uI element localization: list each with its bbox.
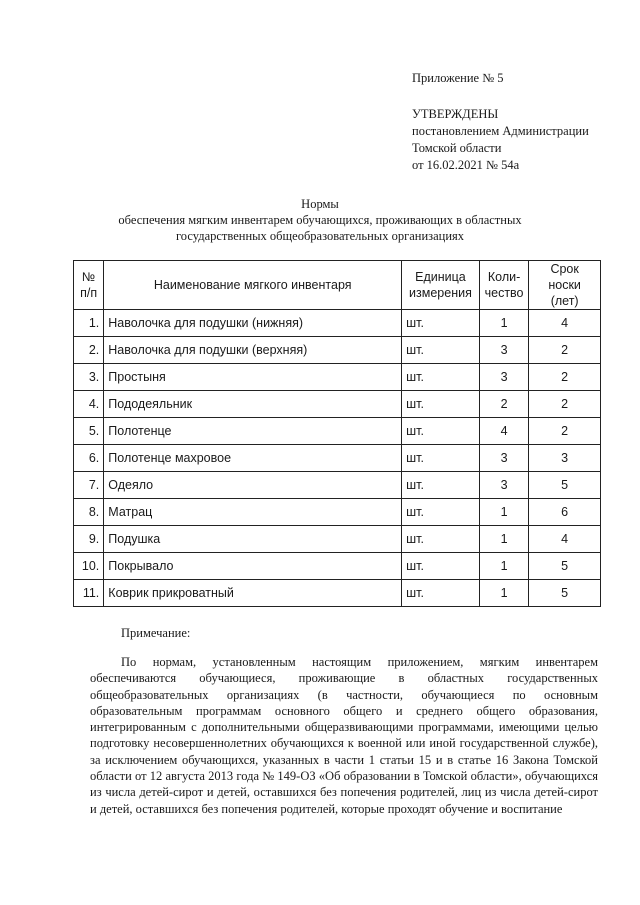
- header-name: Наименование мягкого инвентаря: [104, 261, 402, 310]
- row-unit: шт.: [402, 445, 480, 472]
- row-qty: 2: [479, 391, 528, 418]
- row-unit: шт.: [402, 472, 480, 499]
- row-num: 4.: [74, 391, 104, 418]
- row-unit: шт.: [402, 553, 480, 580]
- row-name: Покрывало: [104, 553, 402, 580]
- row-num: 11.: [74, 580, 104, 607]
- row-name: Наволочка для подушки (нижняя): [104, 310, 402, 337]
- row-qty: 1: [479, 526, 528, 553]
- row-num: 6.: [74, 445, 104, 472]
- row-term: 4: [529, 310, 601, 337]
- header-num: № п/п: [74, 261, 104, 310]
- title-line-1: Нормы: [301, 197, 339, 211]
- table-row: [74, 553, 601, 580]
- row-unit: шт.: [402, 391, 480, 418]
- row-name: Простыня: [104, 364, 402, 391]
- row-name: Полотенце: [104, 418, 402, 445]
- row-term: 5: [529, 553, 601, 580]
- row-term: 2: [529, 337, 601, 364]
- row-unit: шт.: [402, 580, 480, 607]
- row-num: 9.: [74, 526, 104, 553]
- row-term: 6: [529, 499, 601, 526]
- row-qty: 3: [479, 364, 528, 391]
- table-row: [74, 499, 601, 526]
- row-num: 7.: [74, 472, 104, 499]
- row-num: 3.: [74, 364, 104, 391]
- row-unit: шт.: [402, 364, 480, 391]
- row-qty: 1: [479, 310, 528, 337]
- row-qty: 1: [479, 553, 528, 580]
- inventory-table: [73, 260, 601, 607]
- table-row: [74, 445, 601, 472]
- table-row: [74, 472, 601, 499]
- table-row: [74, 418, 601, 445]
- appendix-number: Приложение № 5: [412, 71, 504, 85]
- row-unit: шт.: [402, 337, 480, 364]
- approval-line-3: от 16.02.2021 № 54а: [412, 158, 520, 172]
- row-num: 10.: [74, 553, 104, 580]
- row-qty: 1: [479, 580, 528, 607]
- header-unit: Единица измерения: [402, 261, 480, 310]
- row-term: 2: [529, 364, 601, 391]
- table-row: [74, 364, 601, 391]
- row-qty: 4: [479, 418, 528, 445]
- row-name: Одеяло: [104, 472, 402, 499]
- row-num: 5.: [74, 418, 104, 445]
- approval-line-2: Томской области: [412, 141, 502, 155]
- row-qty: 3: [479, 445, 528, 472]
- row-name: Пододеяльник: [104, 391, 402, 418]
- header-term: Срок носки (лет): [529, 261, 601, 310]
- row-term: 5: [529, 472, 601, 499]
- row-unit: шт.: [402, 526, 480, 553]
- table-header-row: [74, 261, 601, 310]
- row-name: Наволочка для подушки (верхняя): [104, 337, 402, 364]
- row-unit: шт.: [402, 499, 480, 526]
- row-name: Матрац: [104, 499, 402, 526]
- approval-block: [412, 106, 589, 174]
- row-term: 2: [529, 418, 601, 445]
- row-qty: 1: [479, 499, 528, 526]
- row-term: 5: [529, 580, 601, 607]
- title-line-2: обеспечения мягким инвентарем обучающихся, проживающих в областных: [118, 213, 522, 227]
- table-row: [74, 391, 601, 418]
- table-row: [74, 310, 601, 337]
- row-name: Подушка: [104, 526, 402, 553]
- row-num: 1.: [74, 310, 104, 337]
- row-num: 2.: [74, 337, 104, 364]
- approval-heading: УТВЕРЖДЕНЫ: [412, 107, 499, 121]
- approval-line-1: постановлением Администрации: [412, 124, 589, 138]
- note-label: Примечание:: [121, 626, 191, 640]
- row-qty: 3: [479, 337, 528, 364]
- row-name: Коврик прикроватный: [104, 580, 402, 607]
- row-unit: шт.: [402, 418, 480, 445]
- row-name: Полотенце махровое: [104, 445, 402, 472]
- table-row: [74, 337, 601, 364]
- row-term: 2: [529, 391, 601, 418]
- header-qty: Коли- чество: [479, 261, 528, 310]
- table-row: [74, 580, 601, 607]
- row-qty: 3: [479, 472, 528, 499]
- document-title: [0, 196, 640, 244]
- row-term: 3: [529, 445, 601, 472]
- title-line-3: государственных общеобразовательных организациях: [175, 229, 465, 243]
- row-num: 8.: [74, 499, 104, 526]
- row-unit: шт.: [402, 310, 480, 337]
- table-row: [74, 526, 601, 553]
- row-term: 4: [529, 526, 601, 553]
- note-text: По нормам, установленным настоящим приложением, мягким инвентарем обеспечиваются обучающиеся, проживающие в областных государственных общеобразовательных организациях (в частности, обучающиеся по основным образовательным программам основного общего и среднего общего образования, интегрированным с дополнительными общеразвивающими программами, имеющими целью подготовку несовершеннолетних обучающихся к военной или иной государственной службе), за исключением обучающихся, указанных в части 1 статьи 15 и в статье 16 Закона Томской области от 12 августа 2013 года № 149-ОЗ «Об образовании в Томской области», обучающихся из числа детей-сирот и детей, оставшихся без попечения родителей, лиц из числа детей-сирот и детей, оставшихся без попечения родителей, которые проходят обучение и воспитание: [90, 655, 598, 816]
